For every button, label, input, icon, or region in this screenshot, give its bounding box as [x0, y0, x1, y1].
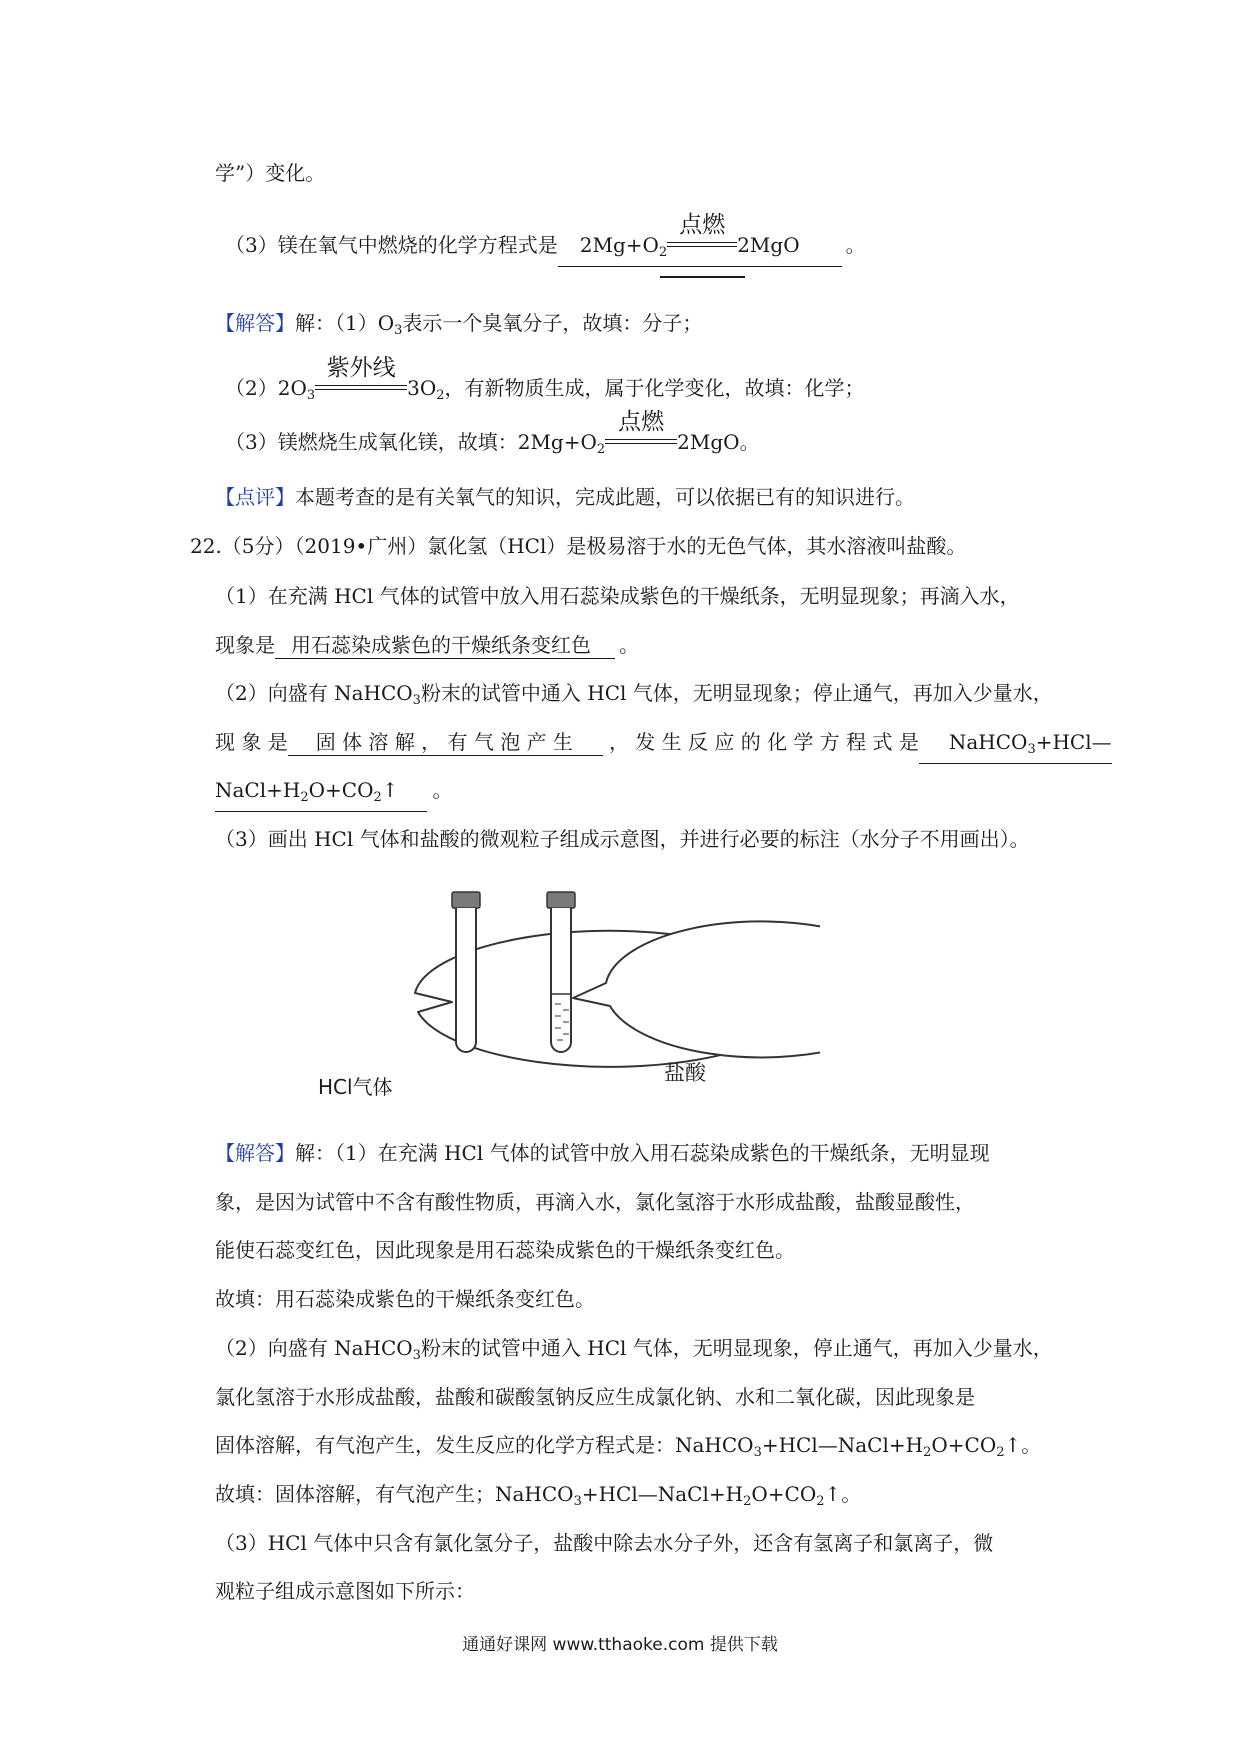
subscript: 3: [394, 323, 403, 338]
line-text: 故填：用石蕊染成紫色的干燥纸条变红色。: [215, 1287, 595, 1311]
text-line: [215, 727, 1112, 764]
line-text: 解：（1）在充满 HCl 气体的试管中放入用石蕊染成紫色的干燥纸条，无明显现: [295, 1141, 990, 1165]
equation-part: ↑: [381, 778, 399, 802]
answer-line: [225, 355, 865, 411]
line-text: 现象是: [215, 633, 275, 657]
subscript: 2: [658, 245, 668, 260]
line-text: 。: [619, 633, 639, 657]
answer-blank: [288, 729, 603, 756]
subscript: 2: [816, 1494, 825, 1509]
subscript: 2: [923, 1445, 932, 1460]
line-text: 解：（1）O: [295, 311, 395, 335]
line-text: ，有新物质生成，属于化学变化，故填：化学；: [444, 376, 865, 400]
answer-tag: 【解答】: [215, 1141, 295, 1165]
text-line: [215, 1479, 861, 1517]
subscript: 3: [1027, 742, 1036, 757]
subscript: 3: [306, 388, 316, 403]
line-text: 现 象 是: [215, 730, 288, 754]
subscript: 2: [373, 790, 382, 805]
text-line: [215, 1235, 795, 1265]
answer-tag: 【解答】: [215, 311, 295, 335]
answer-blank: [919, 729, 1112, 764]
subscript: 2: [596, 442, 606, 457]
reaction-condition: [605, 409, 677, 449]
subscript: 3: [412, 693, 421, 708]
text-line: [215, 1382, 975, 1412]
condition-label: 紫外线: [326, 355, 396, 381]
answer-line: [215, 308, 702, 346]
page-footer: 通通好课网 www.tthaoke.com 提供下载: [462, 1635, 778, 1655]
subscript: 2: [300, 790, 309, 805]
line-text: 固体溶解，有气泡产生，发生反应的化学方程式是：NaHCO: [215, 1433, 754, 1457]
line-text: ， 发 生 反 应 的 化 学 方 程 式 是: [608, 730, 919, 754]
line-text: ↑。: [1004, 1433, 1042, 1457]
line-text: 氯化氢溶于水形成盐酸，盐酸和碳酸氢钠反应生成氯化钠、水和二氧化碳，因此现象是: [215, 1385, 975, 1409]
answer-blank: [215, 777, 427, 812]
text-line: [215, 581, 1020, 611]
line-text: 粉末的试管中通入 HCl 气体，无明显现象，停止通气，再加入少量水，: [420, 1336, 1053, 1360]
text-line: [215, 158, 325, 188]
subscript: 2: [436, 388, 445, 403]
comment-tag: 【点评】: [215, 485, 295, 509]
line-text: 故填：固体溶解，有气泡产生；NaHCO: [215, 1482, 574, 1506]
line-text: 学”）变化。: [215, 161, 326, 185]
answer-text: 用石蕊染成紫色的干燥纸条变红色: [291, 633, 591, 657]
answer-line: [225, 409, 760, 465]
subscript: 3: [573, 1494, 582, 1509]
text-line: [215, 1187, 975, 1217]
text-line: [215, 630, 639, 660]
line-text: 。: [845, 233, 866, 257]
line-text: 粉末的试管中通入 HCl 气体，无明显现象；停止通气，再加入少量水，: [420, 681, 1053, 705]
text-line: [215, 1333, 1053, 1371]
line-text: （2）向盛有 NaHCO: [215, 681, 413, 705]
line-text: 。: [432, 778, 453, 802]
line-text: 2MgO。: [677, 430, 760, 454]
reaction-condition: [315, 355, 407, 395]
line-text: 观粒子组成示意图如下所示：: [215, 1579, 475, 1603]
line-text: 能使石蕊变红色，因此现象是用石蕊染成紫色的干燥纸条变红色。: [215, 1238, 795, 1262]
line-text: 本题考查的是有关氧气的知识，完成此题，可以依据已有的知识进行。: [295, 485, 915, 509]
reaction-condition: [667, 212, 737, 252]
figure-label-hydrochloric-acid: 盐酸: [664, 1061, 706, 1085]
line-text: （3）镁燃烧生成氧化镁，故填：2Mg+O: [225, 430, 597, 454]
text-line: [215, 1430, 1041, 1468]
test-tube-diagram: [200, 890, 820, 1120]
line-text: 象，是因为试管中不含有酸性物质，再滴入水，氯化氢溶于水形成盐酸，盐酸显酸性，: [215, 1190, 975, 1214]
text-line: [215, 1576, 475, 1606]
line-text: （3）镁在氧气中燃烧的化学方程式是: [225, 233, 558, 257]
line-text: +HCl—NaCl+H: [761, 1433, 924, 1457]
equation-part: 2Mg+O: [579, 233, 659, 257]
equation-part: NaHCO: [948, 730, 1028, 754]
text-line: [215, 1284, 595, 1314]
right-test-tube: [547, 892, 575, 1052]
equation-part: O+CO: [308, 778, 374, 802]
subscript: 2: [743, 1494, 752, 1509]
equation-part: 2MgO: [737, 233, 800, 257]
line-text: ↑。: [824, 1482, 862, 1506]
text-line: [215, 775, 453, 812]
figure-label-hcl-gas: HCl气体: [318, 1075, 393, 1099]
equals-bars: [667, 242, 737, 247]
blank-underline: [660, 276, 745, 278]
subscript: 3: [412, 1348, 421, 1363]
text-line: [215, 1528, 993, 1558]
line-text: （2）2O: [225, 376, 307, 400]
left-test-tube: [452, 892, 480, 1052]
condition-label: 点燃: [679, 212, 726, 238]
line-text: （1）在充满 HCl 气体的试管中放入用石蕊染成紫色的干燥纸条，无明显现象；再滴入水，: [215, 584, 1020, 608]
line-text: 3O: [407, 376, 437, 400]
question-3-line: [225, 212, 866, 267]
subscript: 2: [996, 1445, 1005, 1460]
equals-bars: [605, 439, 677, 444]
condition-label: 点燃: [618, 409, 665, 435]
line-text: +HCl—NaCl+H: [581, 1482, 744, 1506]
line-text: O+CO: [931, 1433, 997, 1457]
equals-bars: [315, 385, 407, 390]
text-line: [215, 678, 1053, 716]
answer-text: 固 体 溶 解 ， 有 气 泡 产 生: [315, 730, 573, 754]
subscript: 3: [753, 1445, 762, 1460]
line-text: （3）画出 HCl 气体和盐酸的微观粒子组成示意图，并进行必要的标注（水分子不用画出）。: [215, 827, 1030, 851]
line-text: （2）向盛有 NaHCO: [215, 1336, 413, 1360]
line-text: O+CO: [751, 1482, 817, 1506]
line-text: 表示一个臭氧分子，故填：分子；: [402, 311, 703, 335]
text-line: [215, 824, 1030, 854]
line-text: 22.（5分）（2019•广州）氯化氢（HCl）是极易溶于水的无色气体，其水溶液叫盐酸。: [190, 534, 967, 558]
answer-line: [215, 1138, 990, 1168]
equation-part: NaCl+H: [215, 778, 301, 802]
comment-line: [215, 482, 915, 512]
answer-blank: [275, 632, 615, 659]
line-text: （3）HCl 气体中只含有氯化氢分子，盐酸中除去水分子外，还含有氢离子和氯离子，微: [215, 1531, 994, 1555]
question-title: [190, 531, 966, 561]
answer-blank: [558, 212, 842, 267]
equation-part: +HCl—: [1035, 730, 1112, 754]
